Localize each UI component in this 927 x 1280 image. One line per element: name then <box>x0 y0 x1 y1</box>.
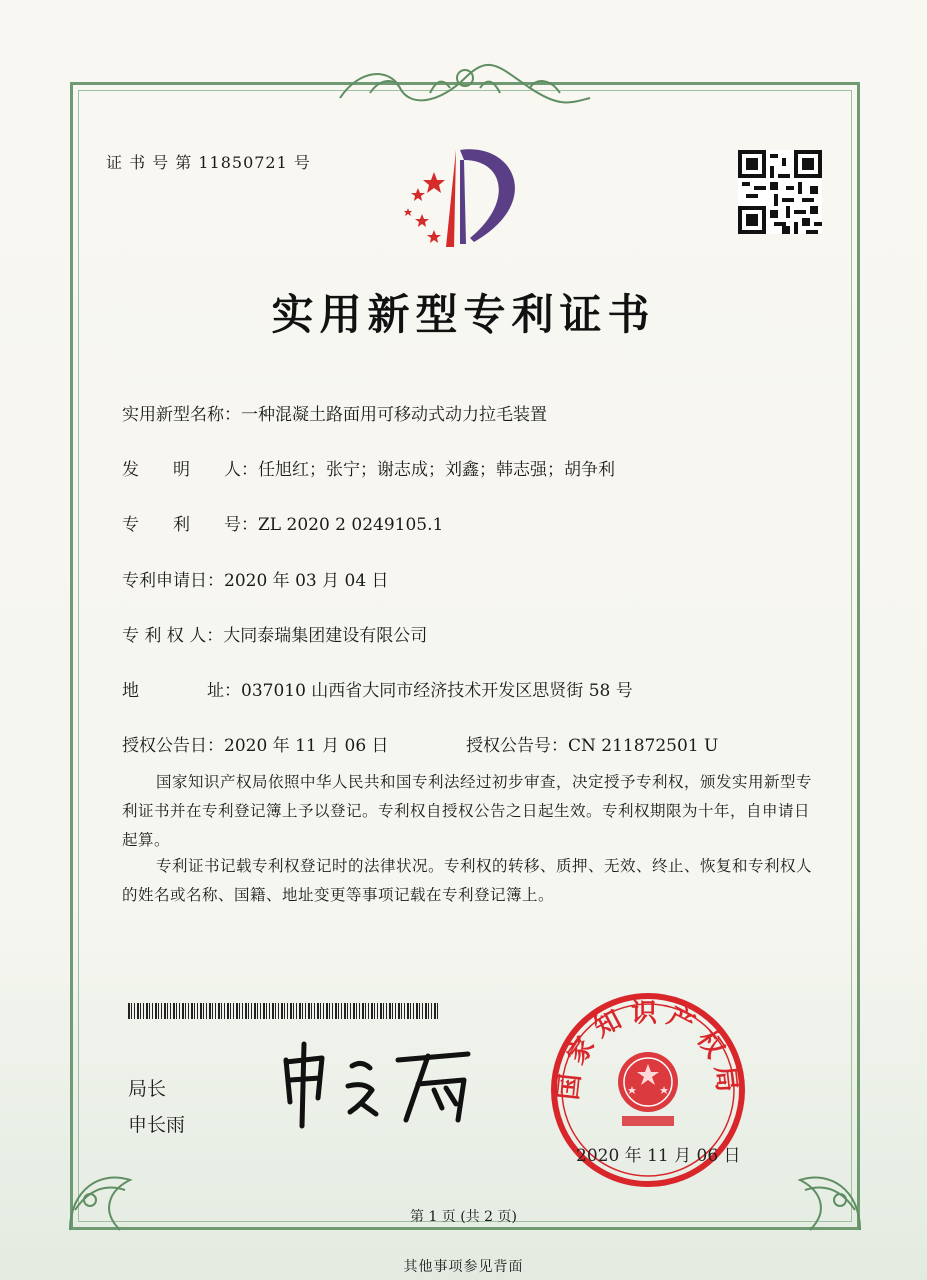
inventor-label: 发 明 人： <box>122 460 258 480</box>
patent-number-row <box>122 510 443 535</box>
page-indicator: 第 1 页 (共 2 页) <box>410 1209 517 1225</box>
patentee-row <box>122 621 427 646</box>
filing-date-value: 2020 年 03 月 04 日 <box>224 571 389 591</box>
director-signature <box>278 1040 478 1130</box>
director-title: 局长 <box>128 1078 167 1100</box>
grant-statement-paragraph: 国家知识产权局依照中华人民共和国专利法经过初步审查，决定授予专利权，颁发实用新型专利证书并在专利登记簿上予以登记。专利权自授权公告之日起生效。专利权期限为十年，自申请日起算。 <box>122 773 813 849</box>
legal-status-paragraph: 专利证书记载专利权登记时的法律状况。专利权的转移、质押、无效、终止、恢复和专利权人的姓名或名称、国籍、地址变更等事项记载在专利登记簿上。 <box>122 857 813 904</box>
seal-text: 国家知识产权局 <box>553 998 743 1102</box>
top-ornament <box>330 58 600 108</box>
filing-date-label: 专利申请日： <box>122 571 224 591</box>
grant-date-value: 2020 年 11 月 06 日 <box>224 736 389 756</box>
certificate-title: 实用新型专利证书 <box>271 290 656 339</box>
grant-number-value: CN 211872501 U <box>568 736 719 756</box>
grant-date-label: 授权公告日： <box>122 736 224 756</box>
patentee-label: 专 利 权 人： <box>122 626 224 646</box>
utility-model-name-row <box>122 400 547 425</box>
address-row <box>122 676 633 701</box>
cnipa-logo-icon <box>394 142 539 252</box>
utility-model-name-value: 一种混凝土路面用可移动式动力拉毛装置 <box>241 405 547 425</box>
director-name: 申长雨 <box>128 1114 186 1136</box>
filing-date-row <box>122 566 389 591</box>
grant-number-row <box>466 731 718 756</box>
patent-number-value: ZL 2020 2 0249105.1 <box>258 515 444 535</box>
barcode <box>128 1003 438 1019</box>
inventor-row <box>122 455 615 480</box>
grant-date-row <box>122 731 389 756</box>
grant-number-label: 授权公告号： <box>466 736 568 756</box>
address-value: 037010 山西省大同市经济技术开发区思贤街 58 号 <box>241 681 633 701</box>
utility-model-name-label: 实用新型名称： <box>122 405 241 425</box>
patentee-value: 大同泰瑞集团建设有限公司 <box>223 626 428 646</box>
qr-code-icon <box>738 150 822 234</box>
address-label: 地 址： <box>122 681 241 701</box>
inventor-value: 任旭红；张宁；谢志成；刘鑫；韩志强；胡争利 <box>258 460 615 480</box>
certificate-number: 证 书 号 第 11850721 号 <box>106 153 311 172</box>
seal-date: 2020 年 11 月 06 日 <box>576 1146 741 1166</box>
patent-number-label: 专 利 号： <box>122 515 258 535</box>
back-note: 其他事项参见背面 <box>403 1259 524 1275</box>
